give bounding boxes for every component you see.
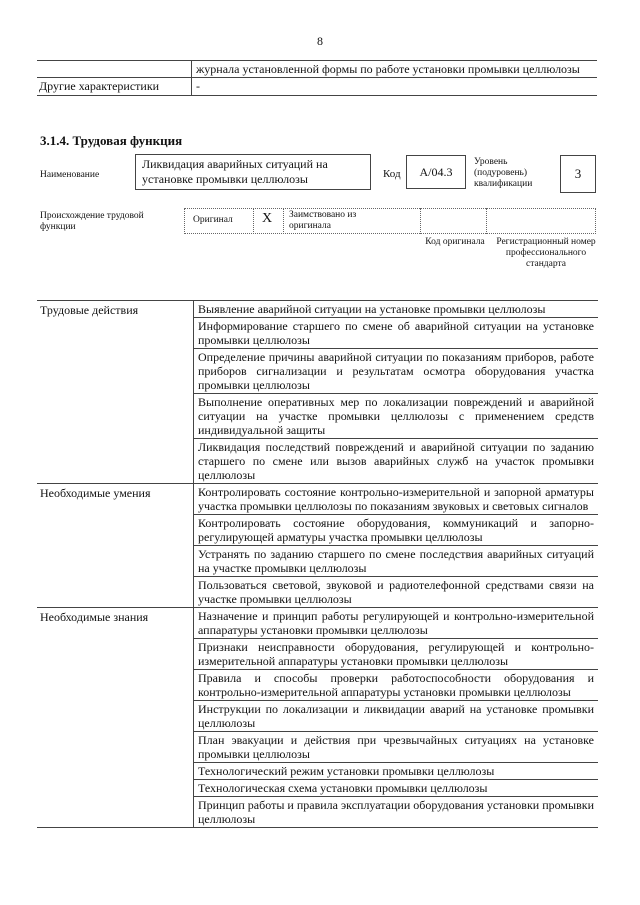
- knowledge-item: Технологический режим установки промывки целлюлозы: [194, 763, 598, 780]
- knowledge-item: Признаки неисправности оборудования, регулирующей и контрольно-измерительной аппаратуры установки промывки целлюлозы: [194, 639, 598, 670]
- labor-actions-section: [37, 301, 598, 484]
- skill-item: Устранять по заданию старшего по смене последствия аварийных ситуаций на участке промывки целлюлозы: [194, 546, 598, 577]
- original-label: Оригинал: [193, 215, 233, 225]
- labor-action-item: Выявление аварийной ситуации на установке промывки целлюлозы: [194, 301, 598, 318]
- knowledge-item: Правила и способы проверки работоспособности оборудования и контрольно-измерительной аппаратуры установки промывки целлюлозы: [194, 670, 598, 701]
- function-details-table: [37, 300, 598, 828]
- origin-divider-3: [420, 208, 422, 234]
- labor-action-item: Ликвидация последствий повреждений и аварийной ситуации по заданию старшего по смене или вызов аварийных служб на участок промывки целлюлозы: [198, 440, 594, 482]
- knowledge-item: Инструкции по локализации и ликвидации аварий на установке промывки целлюлозы: [194, 701, 598, 732]
- other-characteristics-label: Другие характеристики: [39, 79, 160, 93]
- skill-item: Контролировать состояние контрольно-измерительной и запорной арматуры участка промывки целлюлозы по показаниям звуковых и световых сигналов: [194, 484, 598, 515]
- origin-label: Происхождение трудовой функции: [40, 211, 144, 232]
- code-label: Код: [383, 168, 401, 180]
- knowledge-item: Принцип работы и правила эксплуатации оборудования установки промывки целлюлозы: [198, 798, 594, 826]
- name-label: Наименование: [40, 170, 100, 180]
- required-skills-section: [37, 484, 598, 608]
- registration-number-caption: Регистрационный номер профессионального стандарта: [496, 237, 596, 269]
- borrowed-label: Заимствовано из оригинала: [289, 210, 357, 231]
- knowledge-item: Назначение и принцип работы регулирующей и контрольно-измерительной аппаратуры установки промывки целлюлозы: [194, 608, 598, 639]
- required-knowledge-label: Необходимые знания: [40, 610, 149, 624]
- top-table: [37, 60, 597, 96]
- origin-divider-4: [486, 208, 488, 234]
- labor-actions-label: Трудовые действия: [40, 303, 139, 317]
- continuation-row: [37, 60, 597, 78]
- function-name: Ликвидация аварийных ситуаций на установке промывки целлюлозы: [135, 154, 371, 190]
- labor-action-item: Определение причины аварийной ситуации по показаниям приборов, работе приборов сигнализации и результатам осмотра оборудования участка промывки целлюлозы: [194, 349, 598, 394]
- labor-action-item: Информирование старшего по смене об аварийной ситуации на установке промывки целлюлозы: [194, 318, 598, 349]
- skill-item: Контролировать состояние оборудования, коммуникаций и запорно-регулирующей арматуры участка промывки целлюлозы: [194, 515, 598, 546]
- continuation-text: журнала установленной формы по работе установки промывки целлюлозы: [191, 61, 597, 77]
- origin-divider-2: [283, 208, 285, 234]
- section-heading: 3.1.4. Трудовая функция: [40, 133, 183, 148]
- knowledge-item: Технологическая схема установки промывки целлюлозы: [194, 780, 598, 797]
- level-label: Уровень (подуровень) квалификации: [474, 157, 533, 189]
- page-number: 8: [317, 34, 323, 48]
- function-code: А/04.3: [406, 155, 466, 189]
- original-mark: X: [262, 211, 273, 226]
- required-skills-label: Необходимые умения: [40, 486, 151, 500]
- other-characteristics-row: [37, 78, 597, 96]
- other-characteristics-value: -: [191, 78, 597, 95]
- required-knowledge-section: [37, 608, 598, 828]
- qualification-level: 3: [560, 155, 596, 193]
- knowledge-item: План эвакуации и действия при чрезвычайных ситуациях на установке промывки целлюлозы: [194, 732, 598, 763]
- origin-divider-1: [253, 208, 255, 234]
- labor-action-item: Выполнение оперативных мер по локализации повреждений и аварийной ситуации на участке промывки целлюлозы с применением средств индивидуальной защиты: [194, 394, 598, 439]
- code-original-caption: Код оригинала: [425, 237, 485, 247]
- skill-item: Пользоваться световой, звуковой и радиотелефонной средствами связи на участке промывки целлюлозы: [198, 578, 594, 606]
